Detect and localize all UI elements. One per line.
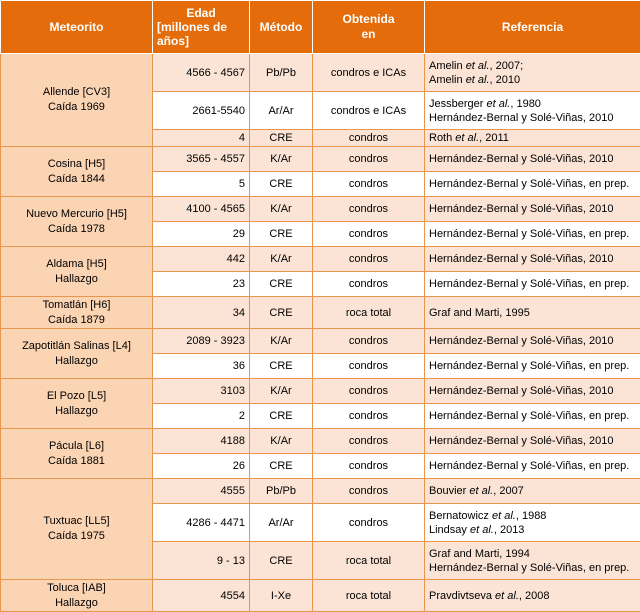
meteorite-name: Tomatlán [H6]	[5, 298, 148, 313]
method-cell: I-Xe	[250, 580, 313, 612]
method-cell: Ar/Ar	[250, 504, 313, 542]
meteorite-cell	[1, 147, 153, 197]
reference-line: Hernández-Bernal y Solé-Viñas, 2010	[429, 384, 636, 398]
obtained-cell: condros	[313, 379, 425, 404]
age-cell: 36	[153, 354, 250, 379]
age-cell: 4566 - 4567	[153, 54, 250, 92]
reference-line: Jessberger et al., 1980	[429, 97, 636, 111]
age-cell: 4286 - 4471	[153, 504, 250, 542]
obtained-cell: roca total	[313, 580, 425, 612]
table-row	[1, 479, 640, 504]
age-cell: 4	[153, 130, 250, 147]
method-cell: Ar/Ar	[250, 92, 313, 130]
meteorite-cell	[1, 379, 153, 429]
table-body	[1, 54, 640, 612]
method-cell: Pb/Pb	[250, 54, 313, 92]
obtained-cell: condros	[313, 504, 425, 542]
age-cell: 2089 - 3923	[153, 329, 250, 354]
table-row	[1, 197, 640, 222]
meteorite-name: Allende [CV3]	[5, 85, 148, 100]
obtained-cell: condros	[313, 197, 425, 222]
header-edad-line1: Edad	[157, 6, 245, 20]
method-cell: K/Ar	[250, 329, 313, 354]
reference-line: Hernández-Bernal y Solé-Viñas, 2010	[429, 111, 636, 125]
age-cell: 34	[153, 297, 250, 329]
obtained-cell: condros	[313, 130, 425, 147]
reference-line: Hernández-Bernal y Solé-Viñas, en prep.	[429, 561, 636, 575]
age-cell: 442	[153, 247, 250, 272]
meteorite-status: Caída 1844	[5, 172, 148, 187]
reference-line: Hernández-Bernal y Solé-Viñas, en prep.	[429, 459, 636, 473]
age-cell: 29	[153, 222, 250, 247]
obtained-cell: roca total	[313, 542, 425, 580]
method-cell: CRE	[250, 272, 313, 297]
meteorite-name: El Pozo [L5]	[5, 389, 148, 404]
reference-line: Hernández-Bernal y Solé-Viñas, en prep.	[429, 409, 636, 423]
obtained-cell: condros	[313, 147, 425, 172]
table-row	[1, 54, 640, 92]
obtained-cell: condros	[313, 404, 425, 429]
method-cell: Pb/Pb	[250, 479, 313, 504]
reference-cell	[425, 329, 640, 354]
reference-cell	[425, 379, 640, 404]
reference-line: Hernández-Bernal y Solé-Viñas, 2010	[429, 202, 636, 216]
reference-line: Hernández-Bernal y Solé-Viñas, 2010	[429, 334, 636, 348]
reference-line: Amelin et al., 2010	[429, 73, 636, 87]
reference-cell	[425, 172, 640, 197]
reference-line: Hernández-Bernal y Solé-Viñas, en prep.	[429, 177, 636, 191]
reference-line: Pravdivtseva et al., 2008	[429, 589, 636, 603]
reference-line: Hernández-Bernal y Solé-Viñas, en prep.	[429, 359, 636, 373]
reference-cell	[425, 92, 640, 130]
method-cell: CRE	[250, 542, 313, 580]
age-cell: 4188	[153, 429, 250, 454]
obtained-cell: condros	[313, 479, 425, 504]
obtained-cell: roca total	[313, 297, 425, 329]
obtained-cell: condros	[313, 222, 425, 247]
meteorite-name: Aldama [H5]	[5, 257, 148, 272]
reference-line: Bouvier et al., 2007	[429, 484, 636, 498]
meteorite-status: Hallazgo	[5, 596, 148, 611]
age-cell: 4555	[153, 479, 250, 504]
meteorite-cell	[1, 479, 153, 580]
meteorite-cell	[1, 54, 153, 147]
method-cell: CRE	[250, 172, 313, 197]
method-cell: K/Ar	[250, 379, 313, 404]
table-row	[1, 379, 640, 404]
reference-line: Hernández-Bernal y Solé-Viñas, 2010	[429, 252, 636, 266]
header-row	[1, 1, 640, 54]
reference-cell	[425, 197, 640, 222]
meteorite-status: Caída 1978	[5, 222, 148, 237]
table-row	[1, 429, 640, 454]
age-cell: 4554	[153, 580, 250, 612]
meteorite-status: Caída 1969	[5, 100, 148, 115]
table-row	[1, 147, 640, 172]
method-cell: K/Ar	[250, 147, 313, 172]
header-obtenida-line2: en	[317, 27, 420, 42]
method-cell: CRE	[250, 354, 313, 379]
obtained-cell: condros e ICAs	[313, 54, 425, 92]
age-cell: 5	[153, 172, 250, 197]
age-cell: 3103	[153, 379, 250, 404]
meteorite-status: Caída 1879	[5, 313, 148, 328]
method-cell: CRE	[250, 130, 313, 147]
method-cell: K/Ar	[250, 247, 313, 272]
reference-cell	[425, 272, 640, 297]
reference-line: Hernández-Bernal y Solé-Viñas, 2010	[429, 434, 636, 448]
header-referencia: Referencia	[425, 1, 640, 54]
reference-cell	[425, 297, 640, 329]
reference-cell	[425, 354, 640, 379]
reference-cell	[425, 247, 640, 272]
obtained-cell: condros	[313, 329, 425, 354]
meteorite-status: Hallazgo	[5, 354, 148, 369]
header-obtenida	[313, 1, 425, 54]
meteorite-status: Hallazgo	[5, 272, 148, 287]
meteorite-name: Zapotitlán Salinas [L4]	[5, 339, 148, 354]
table-row	[1, 297, 640, 329]
meteorite-cell	[1, 297, 153, 329]
meteorite-name: Tuxtuac [LL5]	[5, 514, 148, 529]
age-cell: 3565 - 4557	[153, 147, 250, 172]
meteorite-cell	[1, 329, 153, 379]
header-edad-line3: años]	[157, 34, 245, 48]
meteorite-name: Pácula [L6]	[5, 439, 148, 454]
meteorite-status: Caída 1975	[5, 529, 148, 544]
method-cell: CRE	[250, 404, 313, 429]
obtained-cell: condros	[313, 454, 425, 479]
reference-line: Amelin et al., 2007;	[429, 59, 636, 73]
age-cell: 9 - 13	[153, 542, 250, 580]
age-cell: 26	[153, 454, 250, 479]
reference-line: Hernández-Bernal y Solé-Viñas, en prep.	[429, 277, 636, 291]
reference-cell	[425, 222, 640, 247]
table-row	[1, 329, 640, 354]
reference-line: Bernatowicz et al., 1988	[429, 509, 636, 523]
meteorite-status: Hallazgo	[5, 404, 148, 419]
reference-cell	[425, 479, 640, 504]
obtained-cell: condros	[313, 354, 425, 379]
header-edad-line2: [millones de	[157, 20, 245, 34]
age-cell: 2661-5540	[153, 92, 250, 130]
meteorite-cell	[1, 247, 153, 297]
reference-line: Graf and Marti, 1995	[429, 306, 636, 320]
meteorite-cell	[1, 429, 153, 479]
reference-cell	[425, 542, 640, 580]
obtained-cell: condros	[313, 172, 425, 197]
age-cell: 4100 - 4565	[153, 197, 250, 222]
age-cell: 2	[153, 404, 250, 429]
header-obtenida-line1: Obtenida	[317, 12, 420, 27]
reference-line: Graf and Marti, 1994	[429, 547, 636, 561]
meteorite-name: Toluca [IAB]	[5, 581, 148, 596]
obtained-cell: condros	[313, 272, 425, 297]
method-cell: K/Ar	[250, 429, 313, 454]
method-cell: CRE	[250, 297, 313, 329]
obtained-cell: condros	[313, 247, 425, 272]
reference-cell	[425, 429, 640, 454]
meteorite-name: Cosina [H5]	[5, 157, 148, 172]
method-cell: CRE	[250, 454, 313, 479]
reference-cell	[425, 54, 640, 92]
reference-line: Roth et al., 2011	[429, 131, 636, 145]
meteorite-name: Nuevo Mercurio [H5]	[5, 207, 148, 222]
obtained-cell: condros	[313, 429, 425, 454]
table-row	[1, 247, 640, 272]
header-edad	[153, 1, 250, 54]
reference-line: Hernández-Bernal y Solé-Viñas, en prep.	[429, 227, 636, 241]
reference-cell	[425, 147, 640, 172]
reference-line: Hernández-Bernal y Solé-Viñas, 2010	[429, 152, 636, 166]
header-meteorito: Meteorito	[1, 1, 153, 54]
age-cell: 23	[153, 272, 250, 297]
header-metodo: Método	[250, 1, 313, 54]
obtained-cell: condros e ICAs	[313, 92, 425, 130]
reference-cell	[425, 504, 640, 542]
reference-cell	[425, 130, 640, 147]
meteorite-cell	[1, 197, 153, 247]
reference-line: Lindsay et al., 2013	[429, 523, 636, 537]
method-cell: K/Ar	[250, 197, 313, 222]
method-cell: CRE	[250, 222, 313, 247]
meteorite-status: Caída 1881	[5, 454, 148, 469]
reference-cell	[425, 404, 640, 429]
reference-cell	[425, 454, 640, 479]
